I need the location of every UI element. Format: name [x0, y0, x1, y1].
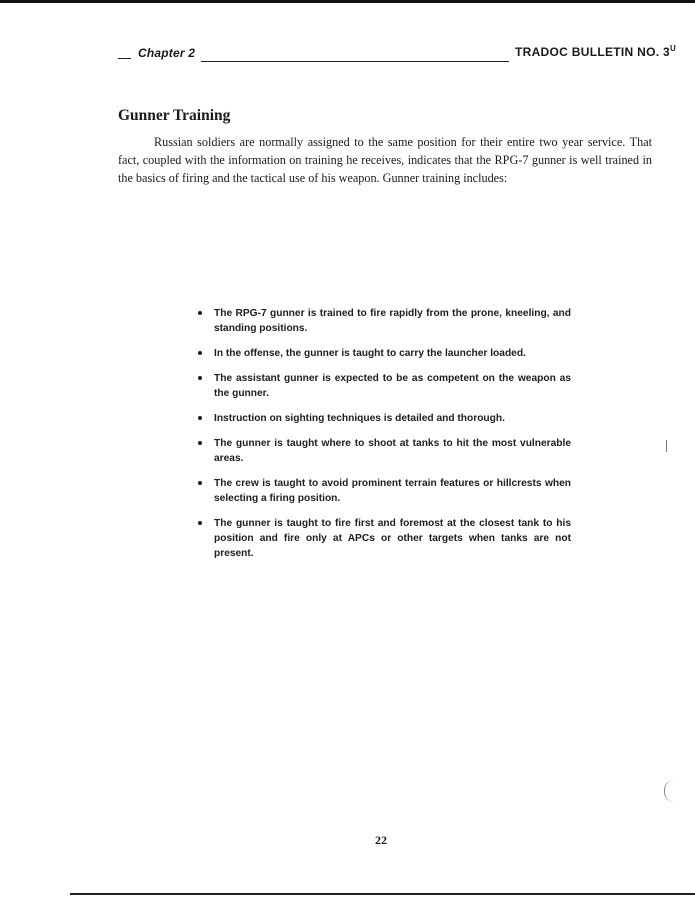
gunner-training-list: [196, 306, 571, 571]
chapter-label: Chapter 2: [138, 46, 196, 60]
bullet-icon: [198, 311, 202, 315]
bullet-icon: [198, 351, 202, 355]
bulletin-text: TRADOC BULLETIN NO. 3: [515, 45, 670, 59]
list-item-text: The gunner is taught where to shoot at tanks to hit the most vulnerable areas.: [214, 438, 571, 464]
bulletin-label: [515, 44, 676, 59]
page-number: 22: [375, 833, 387, 847]
list-item-text: The RPG-7 gunner is trained to fire rapidly from the prone, kneeling, and standing positions.: [214, 308, 571, 334]
list-item-text: Instruction on sighting techniques is detailed and thorough.: [214, 413, 505, 424]
top-border-rule: [0, 0, 695, 3]
list-item: [196, 476, 571, 506]
list-item: [196, 306, 571, 336]
margin-scan-mark: [666, 440, 667, 452]
intro-paragraph: Russian soldiers are normally assigned to the same position for their entire two year service. That fact, coupled with the information on training he receives, indicates that the RPG-7 gunner is well trained in the basics of firing and the tactical use of his weapon. Gunner training includes:: [118, 135, 652, 185]
list-item-text: The gunner is taught to fire first and foremost at the closest tank to his position and fire only at APCs or other targets when tanks are not present.: [214, 518, 571, 559]
bullet-icon: [198, 521, 202, 525]
list-item: [196, 371, 571, 401]
header-rule: [201, 61, 509, 62]
margin-scan-mark: [664, 780, 675, 802]
list-item: [196, 516, 571, 561]
list-item: [196, 436, 571, 466]
list-item: [196, 411, 571, 426]
running-header: [118, 44, 677, 66]
section-title: Gunner Training: [118, 107, 231, 124]
list-item-text: The crew is taught to avoid prominent terrain features or hillcrests when selecting a firing position.: [214, 478, 571, 504]
list-item: [196, 346, 571, 361]
bottom-border-rule: [70, 893, 695, 895]
header-leading-dash: [118, 58, 131, 59]
bullet-icon: [198, 481, 202, 485]
list-item-text: In the offense, the gunner is taught to carry the launcher loaded.: [214, 348, 526, 359]
bullet-icon: [198, 416, 202, 420]
bullet-icon: [198, 376, 202, 380]
bullet-icon: [198, 441, 202, 445]
list-item-text: The assistant gunner is expected to be as competent on the weapon as the gunner.: [214, 373, 571, 399]
classification-marking: U: [669, 44, 677, 53]
